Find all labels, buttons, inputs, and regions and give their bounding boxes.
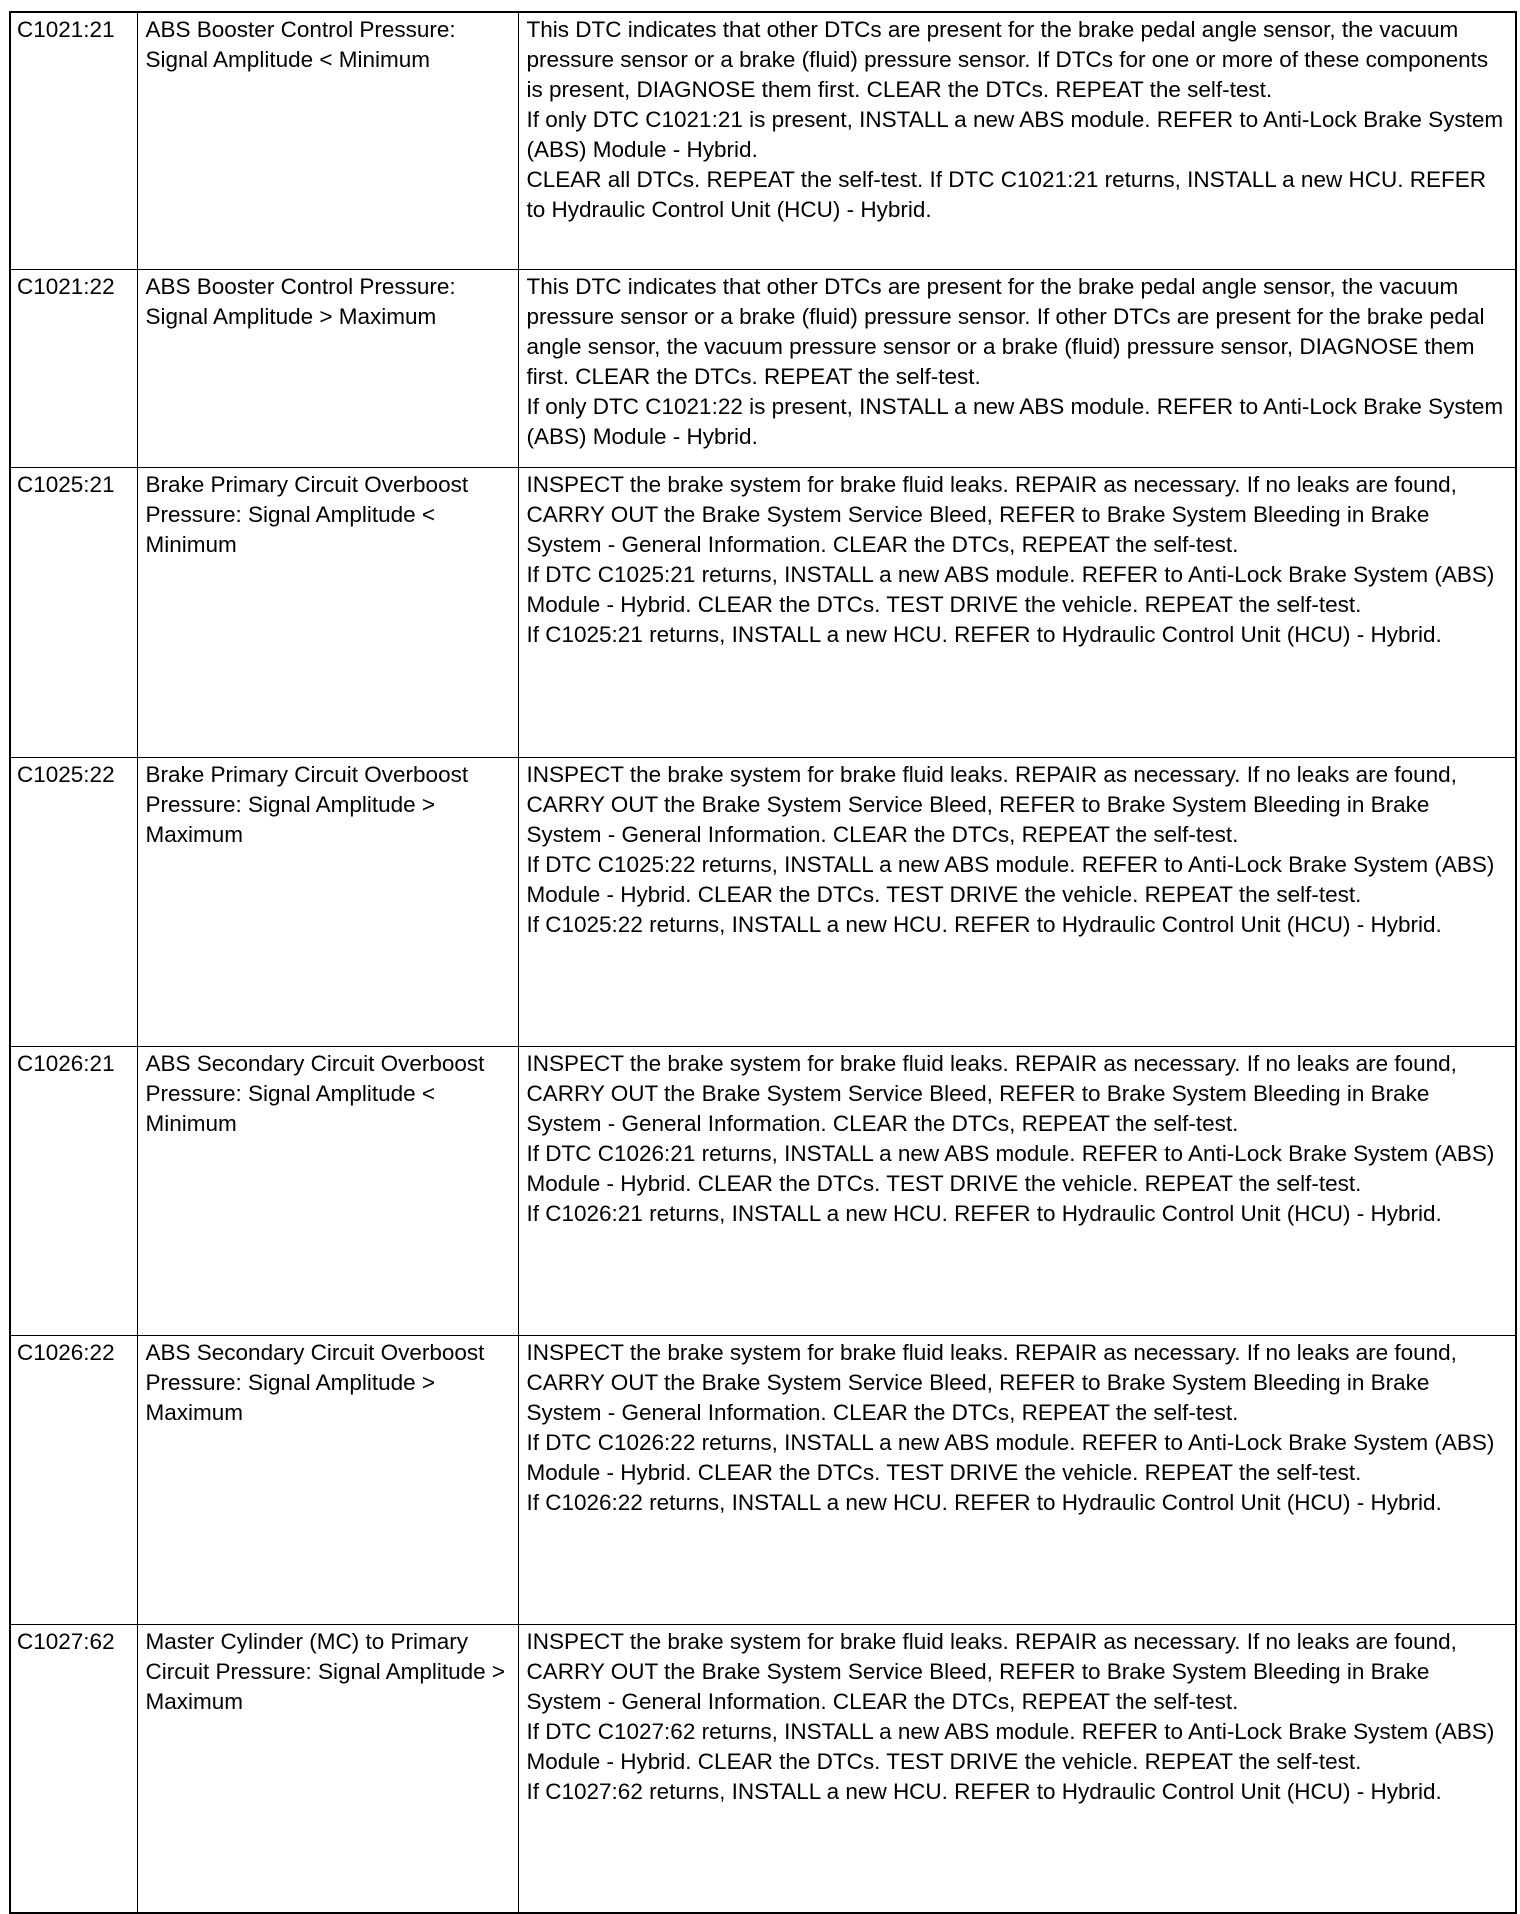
dtc-code-cell: C1025:22: [10, 757, 137, 1046]
action-paragraph: CLEAR all DTCs. REPEAT the self-test. If DTC C1021:21 returns, INSTALL a new HCU. REFER to Hydraulic Control Unit (HCU) - Hybrid.: [526, 167, 1486, 222]
action-paragraph: If DTC C1026:21 returns, INSTALL a new ABS module. REFER to Anti-Lock Brake System (ABS) Module - Hybrid. CLEAR the DTCs. TEST DRIVE the vehicle. REPEAT the self-test.: [526, 1140, 1495, 1196]
action-paragraph: If C1026:21 returns, INSTALL a new HCU. REFER to Hydraulic Control Unit (HCU) - Hybrid.: [526, 1200, 1442, 1226]
dtc-code-cell: C1026:22: [10, 1335, 137, 1624]
dtc-description-cell: ABS Booster Control Pressure: Signal Amplitude < Minimum: [137, 12, 518, 269]
table-row: [10, 1335, 1516, 1624]
action-paragraph: INSPECT the brake system for brake fluid leaks. REPAIR as necessary. If no leaks are found, CARRY OUT the Brake System Service Bleed, REFER to Brake System Bleeding in Brake System - General Information. CLEAR the DTCs, REPEAT the self-test.: [526, 471, 1457, 557]
action-paragraph: If DTC C1027:62 returns, INSTALL a new ABS module. REFER to Anti-Lock Brake System (ABS) Module - Hybrid. CLEAR the DTCs. TEST DRIVE the vehicle. REPEAT the self-test.: [526, 1718, 1495, 1774]
dtc-description-cell: ABS Booster Control Pressure: Signal Amplitude > Maximum: [137, 269, 518, 467]
table-row: [10, 269, 1516, 467]
action-paragraph: INSPECT the brake system for brake fluid leaks. REPAIR as necessary. If no leaks are found, CARRY OUT the Brake System Service Bleed, REFER to Brake System Bleeding in Brake System - General Information. CLEAR the DTCs, REPEAT the self-test.: [526, 761, 1457, 847]
dtc-code-cell: C1021:21: [10, 12, 137, 269]
action-paragraph: INSPECT the brake system for brake fluid leaks. REPAIR as necessary. If no leaks are found, CARRY OUT the Brake System Service Bleed, REFER to Brake System Bleeding in Brake System - General Information. CLEAR the DTCs, REPEAT the self-test.: [526, 1050, 1457, 1136]
dtc-action-cell: [518, 757, 1516, 1046]
table-row: [10, 1046, 1516, 1335]
dtc-description-cell: Brake Primary Circuit Overboost Pressure: Signal Amplitude < Minimum: [137, 467, 518, 757]
table-row: [10, 12, 1516, 269]
dtc-action-cell: [518, 1335, 1516, 1624]
action-paragraph: If C1025:21 returns, INSTALL a new HCU. REFER to Hydraulic Control Unit (HCU) - Hybrid.: [526, 621, 1442, 647]
dtc-description-cell: ABS Secondary Circuit Overboost Pressure: Signal Amplitude < Minimum: [137, 1046, 518, 1335]
dtc-action-cell: [518, 12, 1516, 269]
dtc-description-cell: Brake Primary Circuit Overboost Pressure: Signal Amplitude > Maximum: [137, 757, 518, 1046]
table-row: [10, 1624, 1516, 1913]
dtc-description-cell: ABS Secondary Circuit Overboost Pressure: Signal Amplitude > Maximum: [137, 1335, 518, 1624]
action-paragraph: If C1027:62 returns, INSTALL a new HCU. REFER to Hydraulic Control Unit (HCU) - Hybrid.: [526, 1778, 1442, 1804]
dtc-table: [9, 11, 1517, 1914]
action-paragraph: This DTC indicates that other DTCs are present for the brake pedal angle sensor, the vacuum pressure sensor or a brake (fluid) pressure sensor. If other DTCs are present for the brake pedal angle sensor, the vacuum pressure sensor or a brake (fluid) pressure sensor, DIAGNOSE them first. CLEAR the DTCs. REPEAT the self-test.: [526, 273, 1485, 389]
action-paragraph: INSPECT the brake system for brake fluid leaks. REPAIR as necessary. If no leaks are found, CARRY OUT the Brake System Service Bleed, REFER to Brake System Bleeding in Brake System - General Information. CLEAR the DTCs, REPEAT the self-test.: [526, 1628, 1457, 1714]
action-paragraph: If only DTC C1021:22 is present, INSTALL a new ABS module. REFER to Anti-Lock Brake System (ABS) Module - Hybrid.: [526, 393, 1504, 449]
action-paragraph: If DTC C1026:22 returns, INSTALL a new ABS module. REFER to Anti-Lock Brake System (ABS) Module - Hybrid. CLEAR the DTCs. TEST DRIVE the vehicle. REPEAT the self-test.: [526, 1429, 1495, 1485]
action-paragraph: If only DTC C1021:21 is present, INSTALL a new ABS module. REFER to Anti-Lock Brake System (ABS) Module - Hybrid.: [526, 107, 1504, 162]
action-paragraph: If DTC C1025:21 returns, INSTALL a new ABS module. REFER to Anti-Lock Brake System (ABS) Module - Hybrid. CLEAR the DTCs. TEST DRIVE the vehicle. REPEAT the self-test.: [526, 561, 1495, 617]
dtc-code-cell: C1025:21: [10, 467, 137, 757]
dtc-action-cell: [518, 269, 1516, 467]
action-paragraph: If C1026:22 returns, INSTALL a new HCU. REFER to Hydraulic Control Unit (HCU) - Hybrid.: [526, 1489, 1442, 1515]
dtc-code-cell: C1021:22: [10, 269, 137, 467]
action-paragraph: If C1025:22 returns, INSTALL a new HCU. REFER to Hydraulic Control Unit (HCU) - Hybrid.: [526, 911, 1442, 937]
table-row: [10, 467, 1516, 757]
dtc-action-cell: [518, 1046, 1516, 1335]
dtc-action-cell: [518, 467, 1516, 757]
action-paragraph: This DTC indicates that other DTCs are present for the brake pedal angle sensor, the vacuum pressure sensor or a brake (fluid) pressure sensor. If DTCs for one or more of these components is present, DIAGNOSE them first. CLEAR the DTCs. REPEAT the self-test.: [526, 17, 1489, 102]
table-row: [10, 757, 1516, 1046]
dtc-action-cell: [518, 1624, 1516, 1913]
action-paragraph: If DTC C1025:22 returns, INSTALL a new ABS module. REFER to Anti-Lock Brake System (ABS) Module - Hybrid. CLEAR the DTCs. TEST DRIVE the vehicle. REPEAT the self-test.: [526, 851, 1495, 907]
dtc-code-cell: C1027:62: [10, 1624, 137, 1913]
action-paragraph: INSPECT the brake system for brake fluid leaks. REPAIR as necessary. If no leaks are found, CARRY OUT the Brake System Service Bleed, REFER to Brake System Bleeding in Brake System - General Information. CLEAR the DTCs, REPEAT the self-test.: [526, 1339, 1457, 1425]
dtc-code-cell: C1026:21: [10, 1046, 137, 1335]
dtc-description-cell: Master Cylinder (MC) to Primary Circuit Pressure: Signal Amplitude > Maximum: [137, 1624, 518, 1913]
